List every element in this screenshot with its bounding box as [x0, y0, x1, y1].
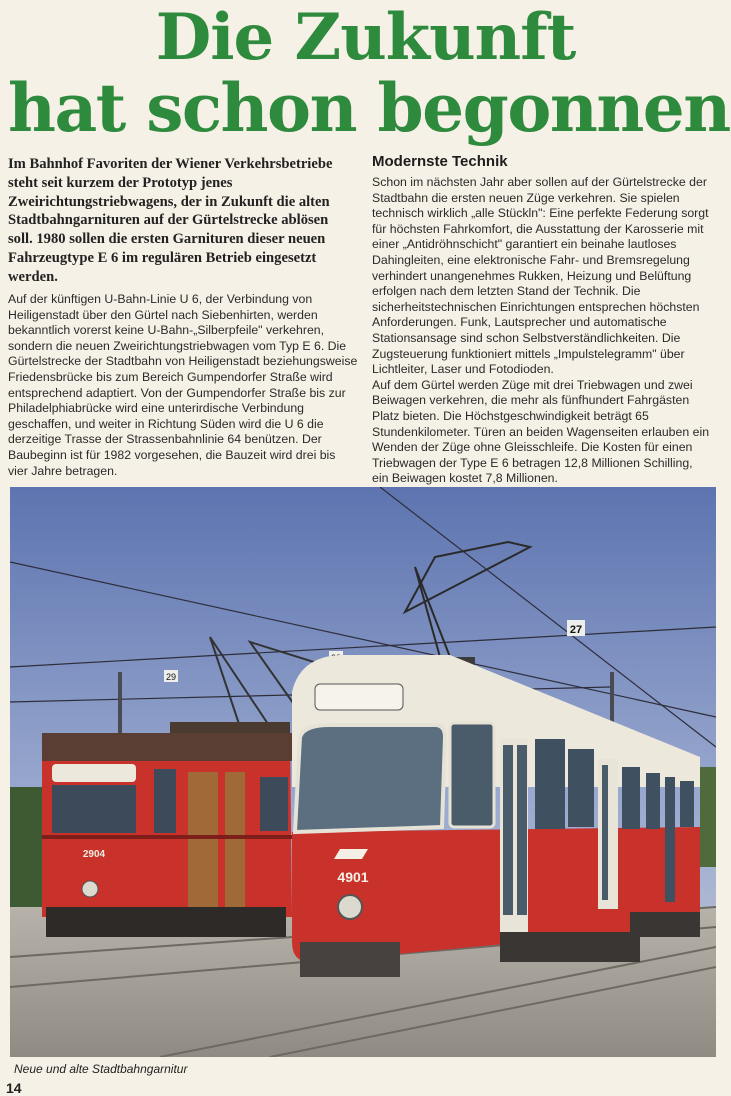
body-column-right — [372, 153, 712, 487]
new-tram-number: 4901 — [337, 869, 369, 885]
trees-right — [700, 767, 716, 867]
page-number: 14 — [6, 1080, 22, 1096]
body-paragraph-left: Auf der künftigen U-Bahn-Linie U 6, der Verbindung von Heiligenstadt über den Gürtel nach Siebenhirten, werden bekanntlich vorerst keine U-Bahn-„Silberpfeile" verkehren, sondern die neuen Zweirichtungstriebwagen vom Typ E 6. Die Gürtelstrecke der Stadtbahn von Heiligenstadt beziehungsweise Friedensbrücke bis zum Bereich Gumpendorfer Straße wird entsprechend adaptiert. Von der Gumpendorfer Straße bis zur Philadelphiabrücke wird eine unterirdische Verbindung geschaffen, und weiter in Richtung Süden wird die U 6 die derzeitige Trasse der Strassenbahnlinie 64 benützen. Der Baubeginn ist für 1982 vorgesehen, die Bauzeit wird drei bis vier Jahre betragen. — [8, 292, 358, 478]
pole-sign-right-text: 27 — [569, 624, 583, 636]
body-paragraph-right-2: Auf dem Gürtel werden Züge mit drei Triebwagen und zwei Beiwagen verkehren, die mehr als fünfhundert Fahrgästen Platz bieten. Die Höchstgeschwindigkeit beträgt 65 Stundenkilometer. Türen an beiden Wagenseiten erlauben ein Wenden der Züge ohne Gleisschleife. Die Kosten für einen Triebwagen der Type E 6 betragen 12,8 Millionen Schilling, ein Beiwagen kostet 7,8 Millionen. — [372, 377, 710, 486]
lead-paragraph: Im Bahnhof Favoriten der Wiener Verkehrsbetriebe steht seit kurzem der Prototyp jenes Zweirichtungstriebwagens, der in Zukunft die alten Stadtbahngarnituren auf der Gürtelstrecke ablösen soll. 1980 sollen die ersten Garnituren dieser neuen Fahrzeugtype E 6 im regulären Betrieb eingesetzt werden. — [8, 156, 333, 285]
body-column-left — [8, 292, 358, 479]
section-subhead: Modernste Technik — [372, 153, 508, 170]
headline-line-2: hat schon begonnen — [8, 69, 730, 147]
tram-photo — [10, 487, 716, 1057]
pole-sign-left-text: 29 — [165, 672, 177, 682]
headline-line-1: Die Zukunft — [155, 0, 576, 75]
photo-caption: Neue und alte Stadtbahngarnitur — [14, 1062, 188, 1076]
body-paragraph-right-1: Schon im nächsten Jahr aber sollen auf der Gürtelstrecke der Stadtbahn die ersten neuen Züge verkehren. Sie spielen technisch wirklich „alle Stückln": Eine perfekte Federung sorgt für höchsten Fahrkomfort, die Ausstattung der Karosserie mit einer „Antidröhnschicht" garantiert ein beinahe lautloses Dahingleiten, eine elektronische Fahr- und Bremsregelung verhindert unangenehmes Rukken, Heizung und Belüftung erfolgen nach dem letzten Stand der Technik. Die sicherheitstechnischen Einrichtungen entsprechen höchsten Anforderungen. Funk, Lautsprecher und automatische Stationsansage sind schon Selbstverständlichkeiten. Die Zugsteuerung funktioniert mittels „Impulstelegramm" über Lichtleiter, Laser und Fotodioden. — [372, 175, 709, 377]
old-tram-number: 2904 — [82, 849, 106, 860]
